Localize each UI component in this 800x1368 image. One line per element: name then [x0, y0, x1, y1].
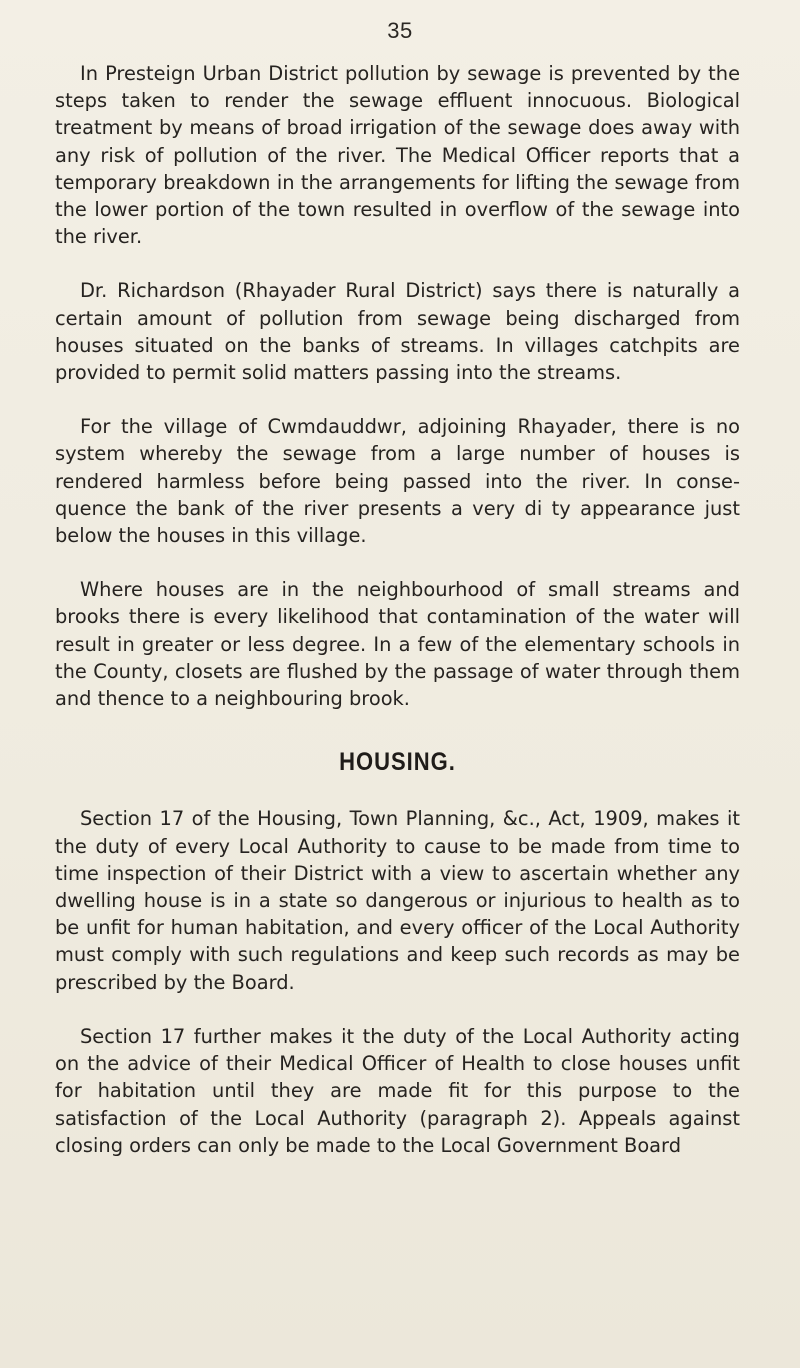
paragraph-section-17-duty: Section 17 of the Housing, Town Planning, &c., Act, 1909, makes it the duty of every Local Authority to cause to be made from time to time inspection of their District with a view to ascertain whether any dwelling house is in a state so dangerous or injurious to health as to be unfit for human habitation, and every officer of the Local Authority must comply with such regulations and keep such records as may be prescribed by the Board.	[55, 807, 740, 994]
paragraph-rhayader-rural: Dr. Richardson (Rhayader Rural District) says there is naturally a certain amount of pollution from sewage being discharged from houses situated on the banks of streams. In villages catchpits are provided to permit solid matters passing into the streams.	[55, 279, 740, 385]
paragraph-section-17-closing: Section 17 further makes it the duty of the Local Authority acting on the advice of their Medical Officer of Health to close houses unfit for habitation until they are made fit for this purpose to the satisfaction of the Local Authority (paragraph 2). Appeals against closing orders can only be made to the Local Government Board	[55, 1024, 740, 1157]
body-text	[55, 60, 740, 1186]
paragraph-cwmdauddwr: For the village of Cwmdauddwr, adjoining Rhayader, there is no system whereby the sewage from a large number of houses is rendered harmless before being passed into the river. In conse- quence the bank of the river presents a very di ty appearance just below the houses in this village.	[55, 415, 740, 548]
section-heading-housing: HOUSING.	[339, 747, 456, 777]
paragraph-presteign-pollution: In Presteign Urban District pollution by sewage is prevented by the steps taken to render the sewage effluent innocuous. Biological treatment by means of broad irrigation of the sewage does away with any risk of pollution of the river. The Medical Officer reports that a temporary breakdown in the arrangements for lifting the sewage from the lower portion of the town resulted in overflow of the sewage into the river.	[55, 62, 740, 249]
paragraph-streams-brooks: Where houses are in the neighbourhood of small streams and brooks there is every likelihood that contamination of the water will result in greater or less degree. In a few of the elementary schools in the County, closets are flushed by the passage of water through them and thence to a neighbouring brook.	[55, 578, 740, 711]
page-number: 35	[387, 18, 413, 43]
